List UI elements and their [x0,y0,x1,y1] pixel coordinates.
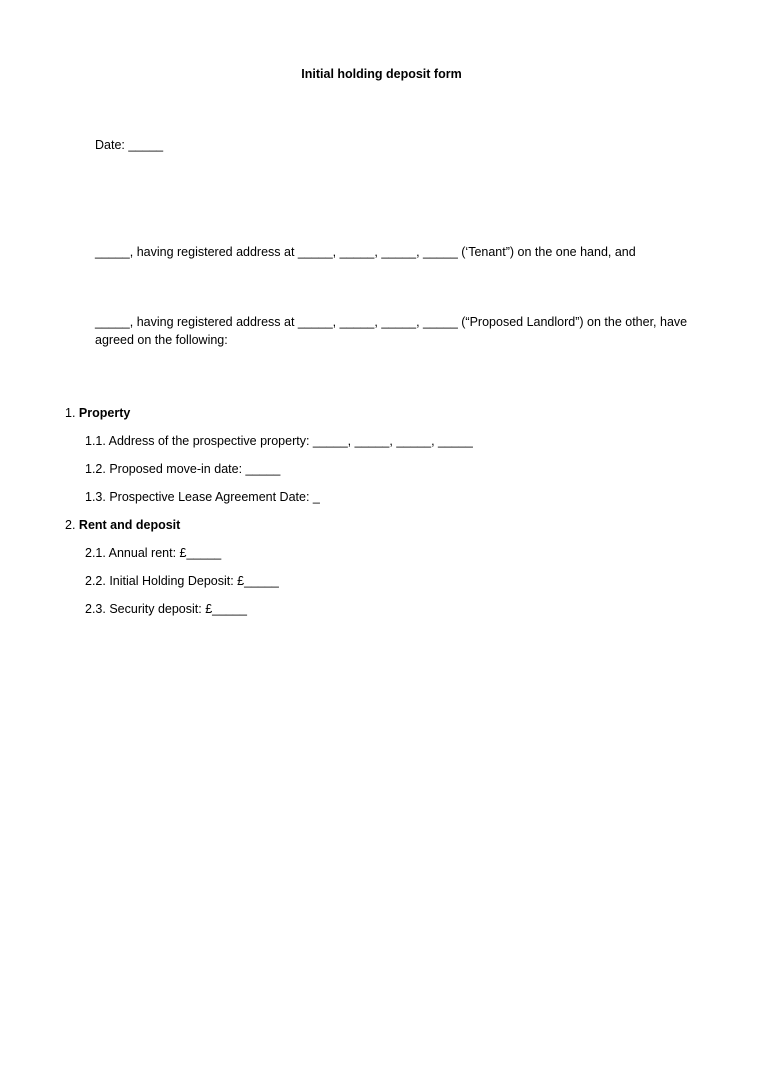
section-heading-property [65,405,725,433]
date-line: Date: _____ [95,138,164,152]
section-title: Property [78,406,131,420]
list-item: 2.1. Annual rent: £_____ [85,546,222,560]
document-title: Initial holding deposit form [301,67,462,81]
list-item: 1.3. Prospective Lease Agreement Date: _ [85,490,320,504]
tenant-clause: _____, having registered address at _____, _____, _____, _____ (‘Tenant”) on the one hand, and [95,245,636,259]
section-number: 1. [65,406,76,420]
list-item: 1.2. Proposed move-in date: _____ [85,462,281,476]
list-item: 2.2. Initial Holding Deposit: £_____ [85,574,279,588]
list-item: 1.1. Address of the prospective property: _____, _____, _____, _____ [85,434,473,448]
section-title: Rent and deposit [78,518,181,532]
section-heading-rent [65,517,725,545]
landlord-clause: _____, having registered address at _____, _____, _____, _____ (“Proposed Landlord”) on the other, have agreed on the following: [95,315,688,347]
section-number: 2. [65,518,76,532]
list-item: 2.3. Security deposit: £_____ [85,602,247,616]
sections-list [65,405,725,629]
